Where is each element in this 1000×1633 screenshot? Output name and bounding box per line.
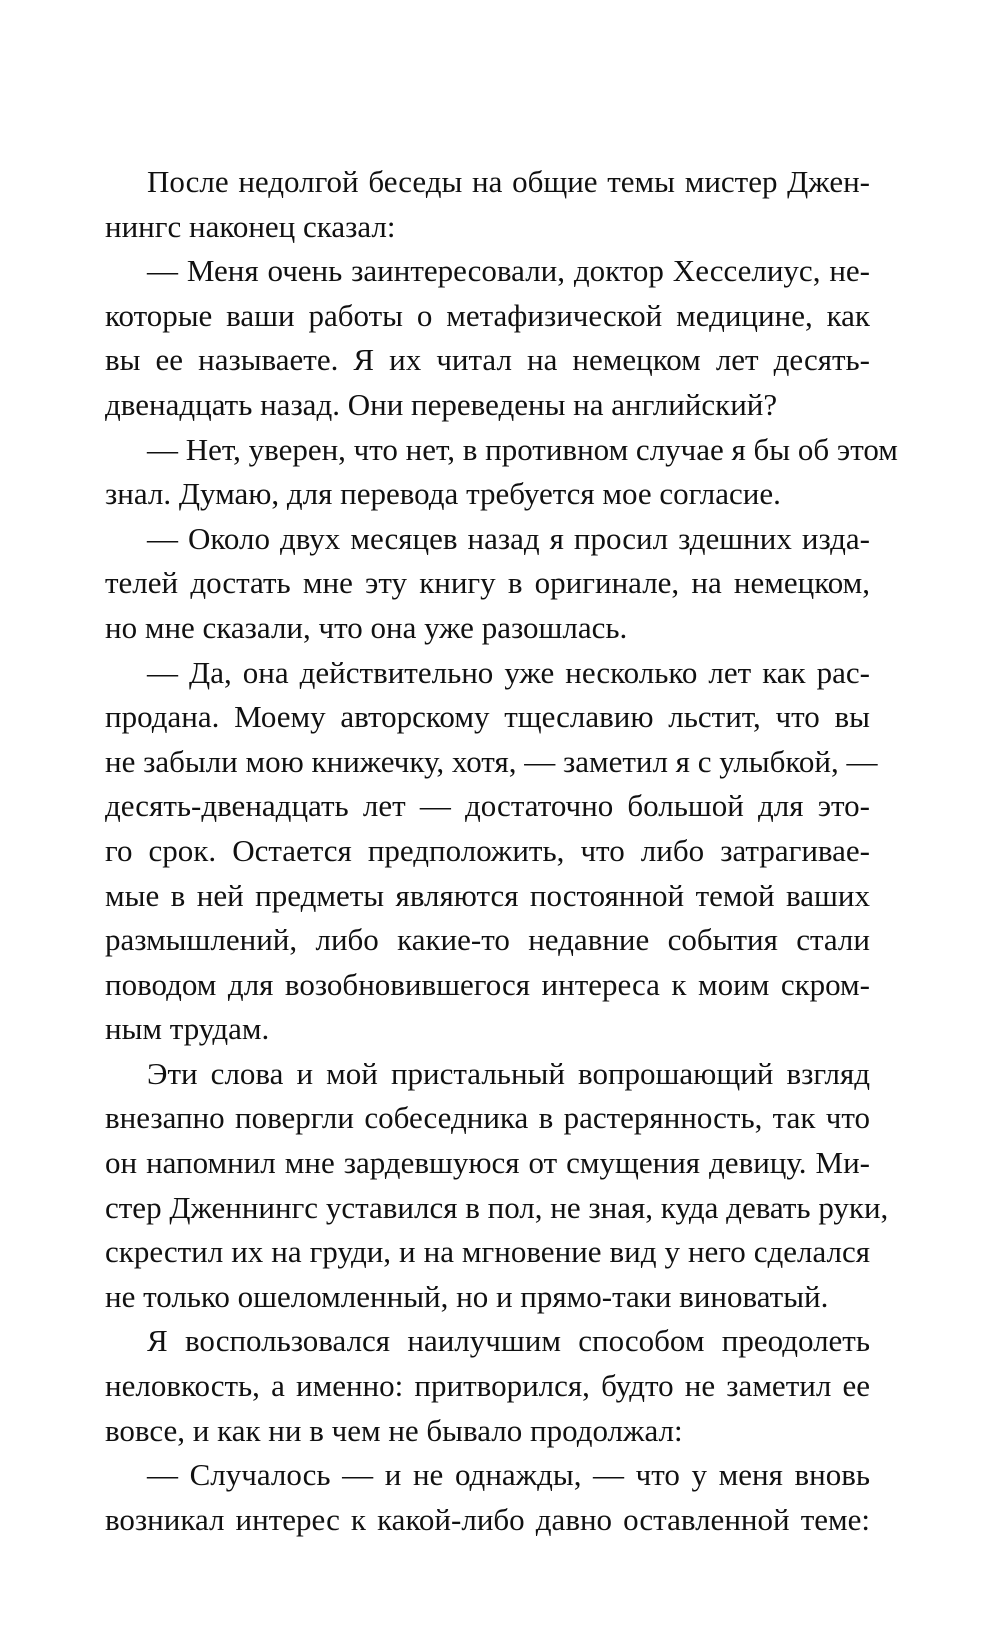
text-line: вы ее называете. Я их читал на немецком лет десять- xyxy=(105,342,870,378)
book-page-text xyxy=(105,160,898,1542)
text-line: не только ошеломленный, но и прямо-таки виноватый. xyxy=(105,1278,829,1314)
text-line: не забыли мою книжечку, хотя, — заметил я с улыбкой, — xyxy=(105,743,878,779)
text-line: Я воспользовался наилучшим способом преодолеть xyxy=(147,1323,870,1359)
text-line: которые ваши работы о метафизической медицине, как xyxy=(105,297,870,333)
text-line: возникал интерес к какой-либо давно оставленной теме: xyxy=(105,1501,870,1537)
text-line: — Нет, уверен, что нет, в противном случае я бы об этом xyxy=(147,431,898,467)
text-line: нингс наконец сказал: xyxy=(105,208,396,244)
text-line: — Да, она действительно уже несколько лет как рас- xyxy=(147,654,870,690)
text-line: — Меня очень заинтересовали, доктор Хесселиус, не- xyxy=(147,253,870,289)
text-line: телей достать мне эту книгу в оригинале, на немецком, xyxy=(105,565,870,601)
text-line: скрестил их на груди, и на мгновение вид у него сделался xyxy=(105,1234,870,1270)
text-line: неловкость, а именно: притворился, будто не заметил ее xyxy=(105,1368,870,1404)
text-line: — Случалось — и не однажды, — что у меня вновь xyxy=(147,1457,870,1493)
text-line: го срок. Остается предположить, что либо затрагивае- xyxy=(105,832,870,868)
text-line: внезапно повергли собеседника в растерянность, так что xyxy=(105,1100,870,1136)
text-line: — Около двух месяцев назад я просил здешних изда- xyxy=(147,520,870,556)
text-line: продана. Моему авторскому тщеславию льстит, что вы xyxy=(105,699,870,735)
text-line: знал. Думаю, для перевода требуется мое согласие. xyxy=(105,476,781,512)
text-line: Эти слова и мой пристальный вопрошающий взгляд xyxy=(147,1055,870,1091)
text-line: мые в ней предметы являются постоянной темой ваших xyxy=(105,877,870,913)
text-line: он напомнил мне зардевшуюся от смущения девицу. Ми- xyxy=(105,1145,870,1181)
text-line: но мне сказали, что она уже разошлась. xyxy=(105,609,628,645)
text-line: стер Дженнингс уставился в пол, не зная, куда девать руки, xyxy=(105,1189,889,1225)
text-line: поводом для возобновившегося интереса к моим скром- xyxy=(105,966,870,1002)
text-line: После недолгой беседы на общие темы мистер Джен- xyxy=(147,164,870,199)
text-line: размышлений, либо какие-то недавние события стали xyxy=(105,922,870,958)
text-line: вовсе, и как ни в чем не бывало продолжал: xyxy=(105,1412,683,1448)
text-line: ным трудам. xyxy=(105,1011,270,1047)
text-line: десять-двенадцать лет — достаточно большой для это- xyxy=(105,788,870,824)
text-line: двенадцать назад. Они переведены на английский? xyxy=(105,386,778,422)
